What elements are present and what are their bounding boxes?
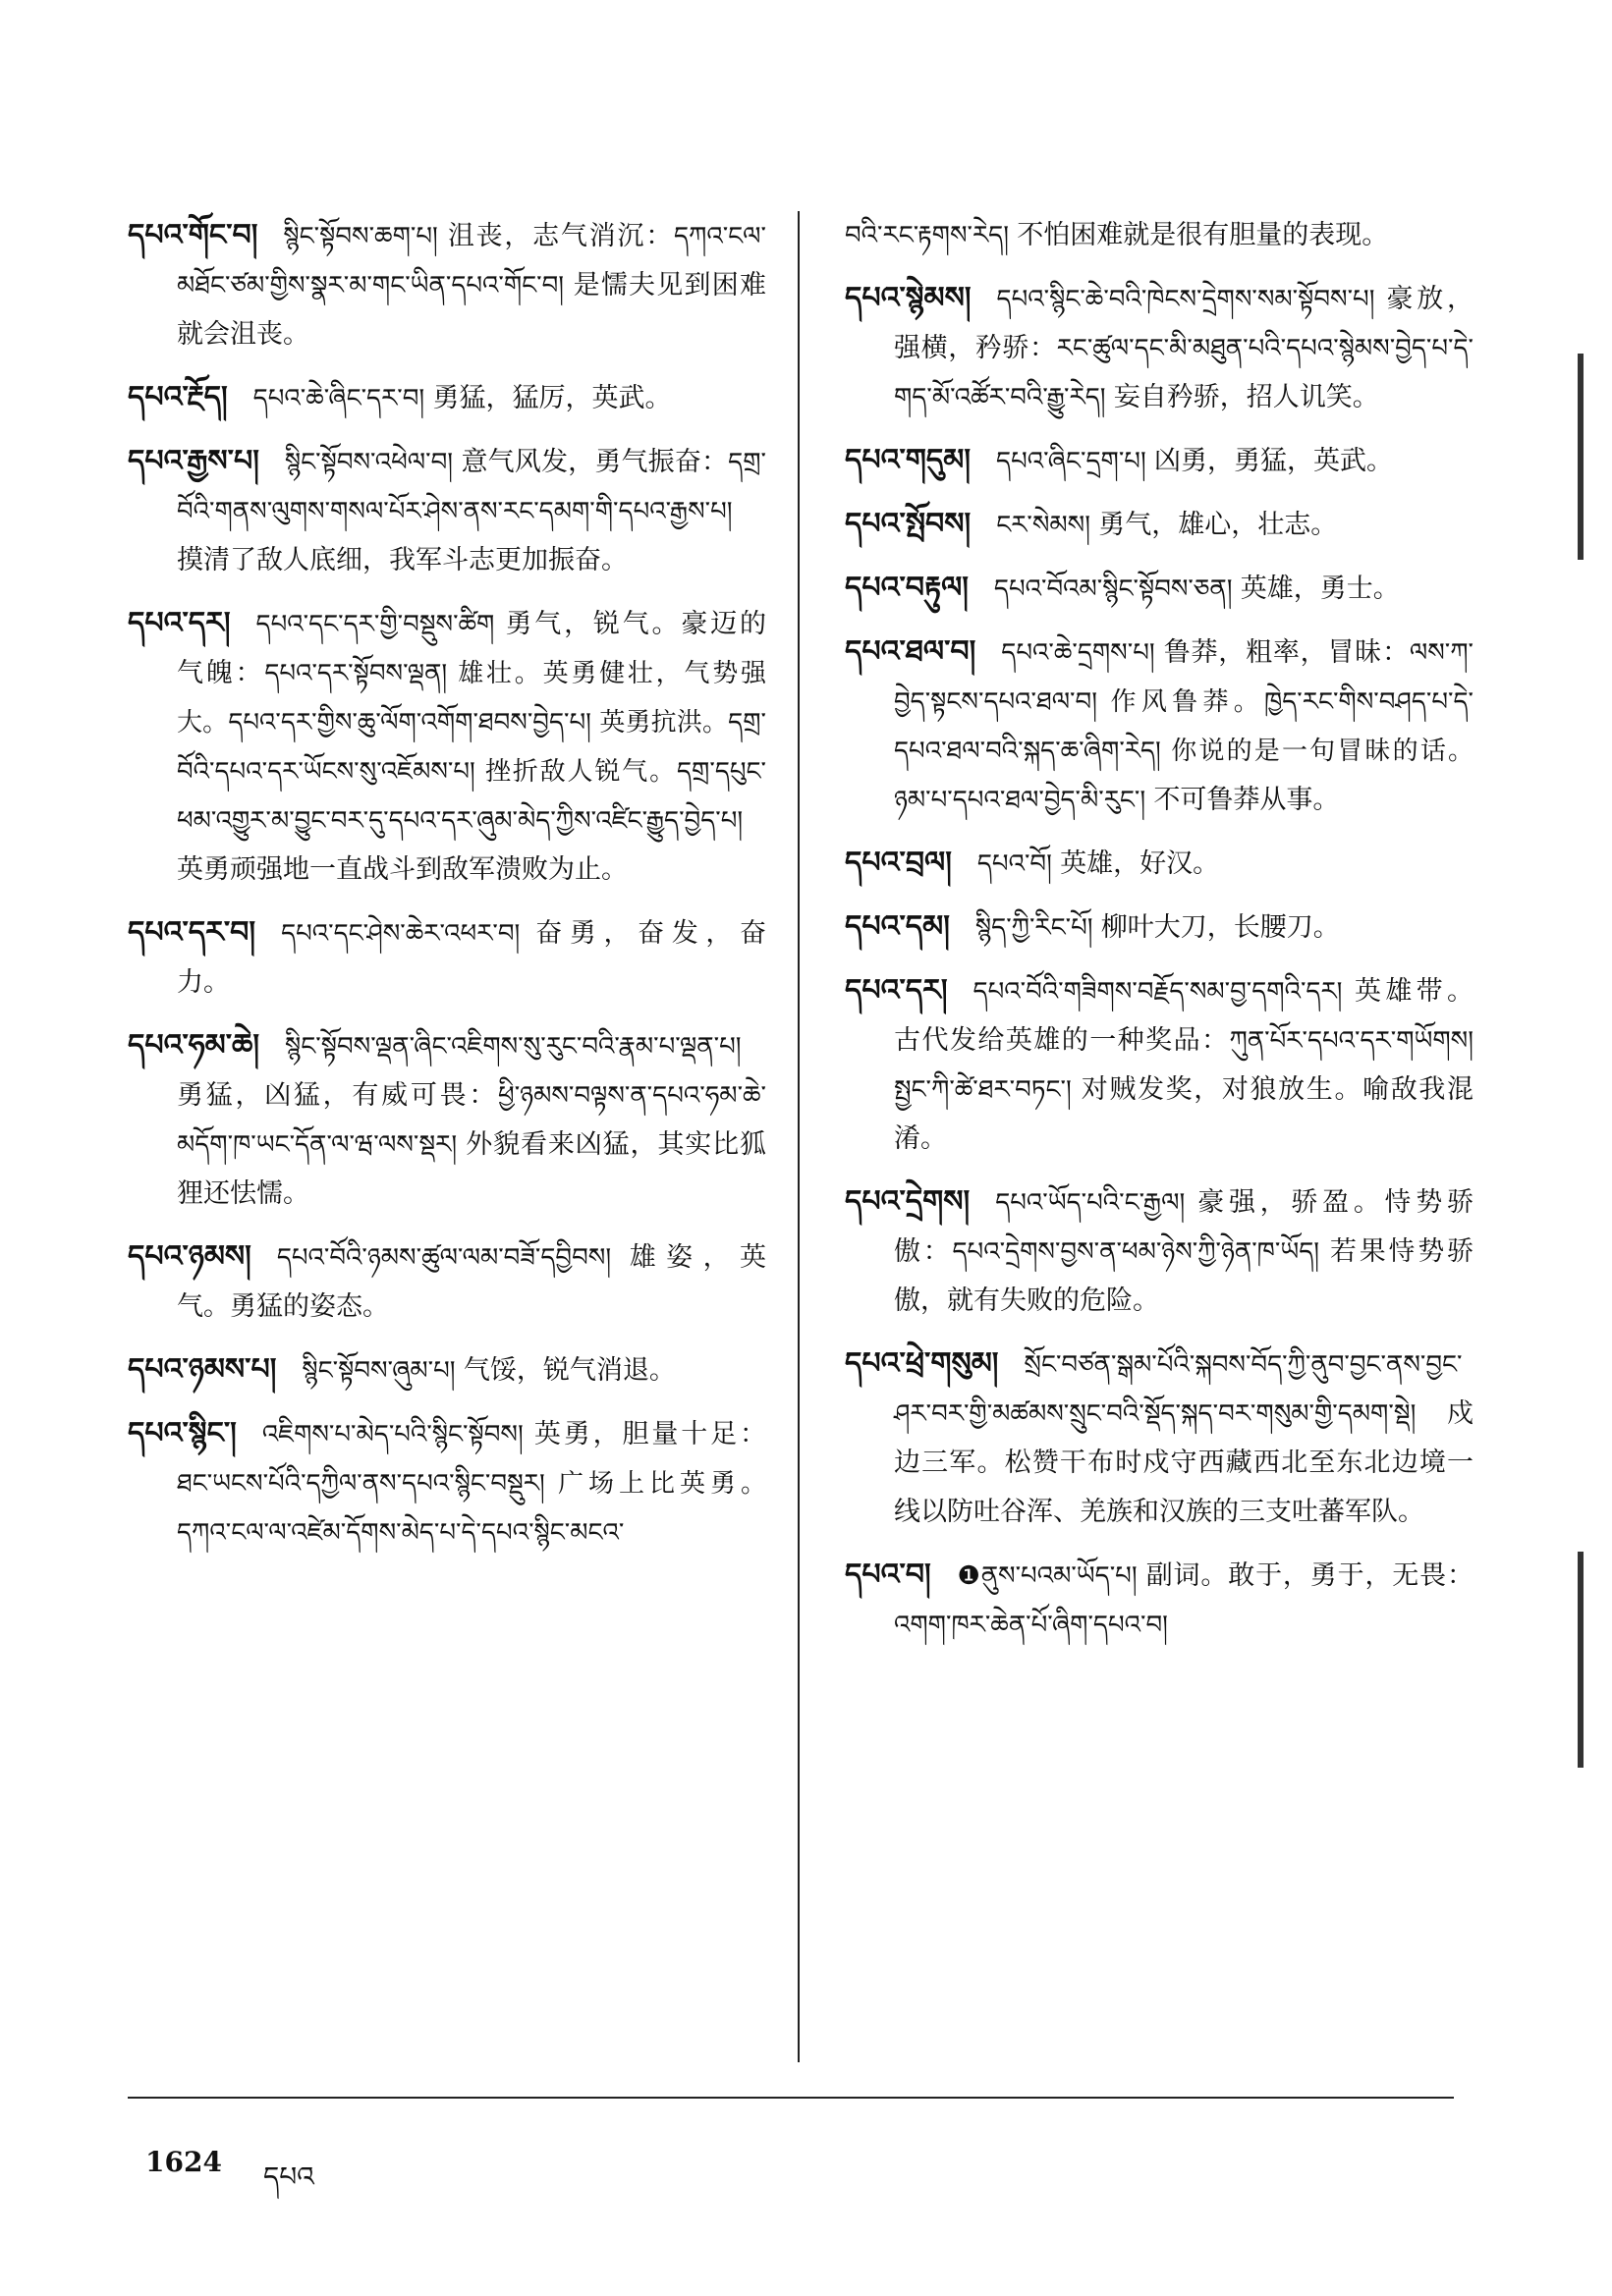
tibetan-example: དཀའ་ངལ་མཐོང་ཙམ་གྱིས་སྣར་མ་གང་ཡིན་དཔའ་གོང་བ། [177,222,766,301]
dictionary-entry [845,839,1473,889]
right-column [845,211,1473,1664]
chinese-gloss: 柳叶大刀，长腰刀。 [1100,912,1340,943]
tibetan-definition: དཔའ་སྙིང་ཆེ་བའི་ཁེངས་དྲེགས་སམ་སྟོབས་པ། [996,285,1387,314]
chinese-gloss: 豪强，骄盈。恃势骄傲： [894,1187,1473,1267]
headword: དཔའ་རྒྱས་པ། [128,444,259,478]
tibetan-definition: དཔའ་བོ། [976,849,1061,879]
dictionary-entry [845,1177,1473,1326]
chinese-gloss: 英雄，好汉。 [1060,848,1220,879]
chinese-example-translation: 妄自矜骄，招人讥笑。 [1113,382,1379,412]
headword: དཔའ་དར། [128,606,231,640]
page-number: 1624 [145,2146,222,2178]
tibetan-definition: སྙིང་སྟོབས་ལྡན་ཞིང་འཇིགས་སུ་རུང་བའི་རྣམ་པ་ལྡན་པ། [285,1032,742,1062]
headword: དཔའ་རྔོད། [128,380,228,414]
chinese-gloss: 英勇，胆量十足： [533,1419,766,1449]
tibetan-definition: དཔའ་ཡོད་པའི་ང་རྒྱལ། [995,1188,1198,1218]
headword: དཔའ་བརྟུལ། [845,571,969,605]
tibetan-definition: ❶ནུས་པའམ་ཡོད་པ། [956,1561,1146,1591]
tibetan-example: དཔའ་དར་སྟོབས་ལྡན། 雄壮。英勇健壮，气势强大。དཔའ་དར་གྱིས་ཆུ་ལོག་འགོག་ཐབས་བྱེད་པ། 英勇抗洪。དགྲ་བོའི་དཔའ་དར་ཡོངས་སུ་འཇོམས་པ། 挫折敌人锐气。དགྲ་དཔུང་ཕམ་འགྱུར་མ་བྱུང་བར་དུ་དཔའ་དར་ཞུམ་མེད་ཀྱིས་འཛིང་རྒྱུད་བྱེད་པ། [177,659,767,836]
headword: དཔའ་བ། [845,1558,931,1592]
headword: དཔའ་གོང་བ། [128,218,258,252]
tibetan-example: འགག་ཁར་ཆེན་པོ་ཞིག་དཔའ་བ། [894,1611,1168,1640]
chinese-gloss: 豪放，强横，矜骄： [894,284,1473,363]
headword: དཔའ་ཉམས་པ། [128,1352,277,1387]
chinese-example-translation: 对贼发奖，对狼放生。喻敌我混淆。 [894,1074,1474,1154]
tibetan-example: དགྲ་བོའི་གནས་ལུགས་གསལ་པོར་ཤེས་ནས་རང་དམག་གི་དཔའ་རྒྱས་པ། [177,448,766,526]
dictionary-entry [845,436,1473,486]
headword: དཔའ་ཐལ་བ། [845,634,976,669]
dictionary-entry [128,211,766,359]
tibetan-definition: སྙིང་སྟོབས་ཞུམ་པ། [302,1356,464,1386]
chinese-gloss: 英雄带。古代发给英雄的一种奖品： [894,976,1473,1056]
chinese-gloss: 气馁，锐气消退。 [463,1355,676,1386]
chinese-gloss: 沮丧，志气消沉： [447,221,674,251]
dictionary-entry [128,599,766,895]
chinese-gloss: 勇气，锐气。豪迈的气魄： [177,609,766,688]
dictionary-entry [128,373,766,423]
footer-rule [128,2097,1454,2099]
chinese-example-translation: 若果恃势骄傲，就有失败的危险。 [894,1236,1474,1316]
tibetan-definition: ངར་སེམས། [996,511,1099,540]
tibetan-example: རང་ཚུལ་དང་མི་མཐུན་པའི་དཔའ་སྙེམས་བྱེད་པ་དེ་གད་མོ་འཚོར་བའི་རྒྱུ་རེད། [894,334,1473,412]
chinese-gloss: 副词。敢于，勇于，无畏： [1145,1560,1473,1591]
margin-mark [1578,1552,1584,1768]
headword: དཔའ་སྙེམས། [845,281,972,315]
tibetan-definition: སྙིད་ཀྱི་རིང་པོ། [974,913,1101,943]
dictionary-entry [128,1021,766,1219]
tibetan-definition: བའི་རང་རྟགས་རེད། [845,221,1018,250]
dictionary-entry [128,437,766,585]
chinese-gloss: 鲁莽，粗率，冒昧： [1163,637,1410,668]
dictionary-entry [845,902,1473,953]
tibetan-definition: དཔའ་བོའམ་སྙིང་སྟོབས་ཅན། [993,574,1241,604]
chinese-example-translation: 是懦夫见到困难就会沮丧。 [177,270,766,350]
chinese-gloss: 勇猛，凶猛，有威可畏： [177,1080,499,1111]
headword: དཔའ་བྲལ། [845,846,952,880]
chinese-gloss: 勇猛，猛厉，英武。 [432,383,672,413]
dictionary-entry [845,500,1473,550]
dictionary-entry [845,966,1473,1164]
tibetan-example: དཔའ་དྲེགས་བྱས་ན་ཕམ་ཉེས་ཀྱི་ཉེན་ཁ་ཡོད། [952,1237,1331,1267]
headword: དཔའ་ཉམས། [128,1239,251,1274]
tibetan-example: ཐང་ཡངས་པོའི་དཀྱིལ་ནས་དཔའ་སྙིང་བསྡུར། 广场上比英勇。དཀའ་ངལ་ལ་འཛེམ་དོགས་མེད་པ་དེ་དཔའ་སྙིང་མངའ་ [177,1469,766,1548]
tibetan-definition: དཔའ་ཆེ་ཞིང་དར་བ། [252,384,433,413]
chinese-example-translation: 摸清了敌人底细，我军斗志更加振奋。 [177,545,628,575]
chinese-gloss: 奋勇，奋发，奋力。 [177,918,767,998]
tibetan-definition: དཔའ་ཆེ་དྲགས་པ། [1001,638,1164,668]
headword: དཔའ་དར། [845,973,948,1008]
tibetan-definition: སྙིང་སྟོབས་ཆག་པ། [283,222,448,251]
dictionary-entry [845,211,1473,260]
tibetan-example: ལས་ཀ་བྱེད་སྟངས་དཔའ་ཐལ་བ། 作风鲁莽。ཁྱེད་རང་གིས་བཤད་པ་དེ་དཔའ་ཐལ་བའི་སྐད་ཆ་ཞིག་རེད། 你说的是一句冒昧的话。ཉམ་པ་དཔའ་ཐལ་བྱེད་མི་རུང་། [894,638,1474,815]
running-head: དཔའ [263,2160,314,2193]
headword: དཔའ་དྲེགས། [845,1184,971,1219]
tibetan-example: ཕྱི་ཉམས་བལྟས་ན་དཔའ་ཧམ་ཆེ་མདོག་ཁ་ཡང་དོན་ལ་ཝ་ལས་སྡར། [177,1081,766,1160]
dictionary-entry [128,1409,766,1558]
tibetan-definition: དཔའ་ཞིང་དྲག་པ། [996,447,1154,476]
chinese-example-translation: 英勇顽强地一直战斗到敌军溃败为止。 [177,854,628,885]
tibetan-definition: སྙིང་སྟོབས་འཕེལ་བ། [284,448,462,477]
tibetan-example: ཀུན་པོར་དཔའ་དར་གཡོགས། སྤྱང་ཀི་ཚེ་ཐར་བཏང་། [894,1026,1473,1105]
headword: དཔའ་སྤོབས། [845,507,972,541]
chinese-example-translation: 不可鲁莽从事。 [1153,785,1340,815]
column-divider [798,211,800,2062]
tibetan-definition: དཔའ་བོའི་གཟིགས་བརྗོད་སམ་བྱ་དགའི་དར། [973,977,1356,1007]
headword: དཔའ་ཧམ་ཆེ། [128,1028,260,1063]
headword: དཔའ་དམ། [845,909,950,944]
tibetan-definition: སྲོང་བཙན་སྒམ་པོའི་སྐབས་བོད་ཀྱི་ནུབ་བྱང་ནས་བྱང་ཤར་བར་གྱི་མཚམས་སྲུང་བའི་སྡོད་སྐད་བར་གསུམ་གྱི་དམག་སྡེ། [894,1350,1463,1429]
dictionary-entry [845,1551,1473,1650]
tibetan-definition: འཇིགས་པ་མེད་པའི་སྙིང་སྟོབས། [261,1420,534,1449]
tibetan-definition: དཔའ་དང་ཤེས་ཆེར་འཕར་བ། [281,919,536,949]
chinese-gloss: 凶勇，勇猛，英武。 [1153,446,1393,476]
chinese-gloss: 戍边三军。松赞干布时戍守西藏西北至东北边境一线以防吐谷浑、羌族和汉族的三支吐蕃军队。 [894,1398,1473,1527]
headword: དཔའ་གདུམ། [845,443,972,477]
dictionary-entry [128,1345,766,1395]
chinese-gloss: 雄姿，英气。勇猛的姿态。 [177,1242,766,1322]
chinese-gloss: 意气风发，勇气振奋： [461,447,729,477]
headword: དཔའ་སྙིང་། [128,1416,237,1450]
chinese-gloss: 不怕困难就是很有胆量的表现。 [1017,220,1389,250]
dictionary-entry [845,1339,1473,1537]
dictionary-entry [845,628,1473,825]
margin-mark [1578,354,1584,560]
dictionary-entry [845,274,1473,422]
chinese-example-translation: 外貌看来凶猛，其实比狐狸还怯懦。 [177,1129,766,1209]
headword: དཔའ་དར་བ། [128,915,256,950]
headword: དཔའ་ཕྲེ་གསུམ། [845,1346,999,1381]
chinese-gloss: 勇气，雄心，壮志。 [1098,510,1338,540]
left-column [128,211,766,1571]
dictionary-entry [128,1232,766,1332]
dictionary-entry [845,564,1473,614]
tibetan-definition: དཔའ་དང་དར་གྱི་བསྡུས་ཚིག [255,610,506,639]
tibetan-definition: དཔའ་བོའི་ཉམས་ཚུལ་ལམ་བཟོ་དབྱིབས། [276,1243,630,1273]
chinese-gloss: 英雄，勇士。 [1240,574,1400,604]
dictionary-entry [128,908,766,1008]
